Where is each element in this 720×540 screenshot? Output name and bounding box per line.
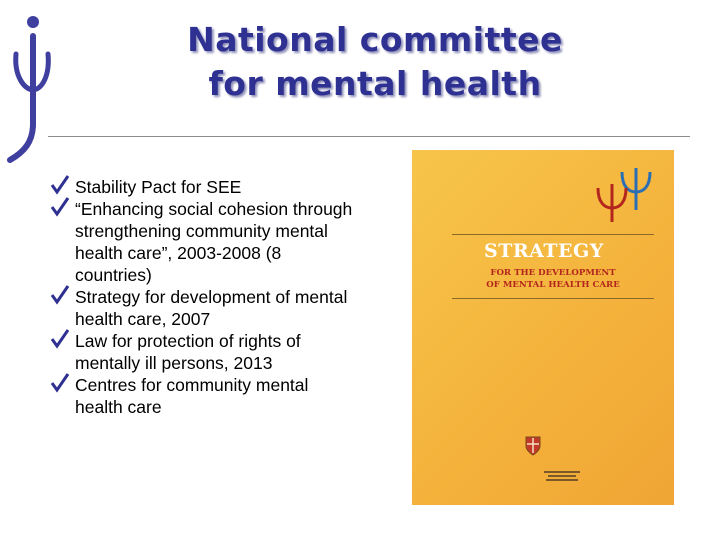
cover-title: STRATEGY <box>484 240 604 262</box>
bullet-item <box>48 374 358 418</box>
bullet-text: “Enhancing social cohesion through strengthening community mental health care”, 2003-2008 (8 countries) <box>75 199 353 285</box>
title-line-2: for mental health <box>208 64 542 103</box>
slide-title <box>80 18 670 106</box>
checkmark-icon <box>50 372 70 394</box>
bullet-item <box>48 198 358 286</box>
cover-rule-bottom <box>452 298 654 299</box>
cover-subtitle-line-2: OF MENTAL HEALTH CARE <box>486 280 620 290</box>
cover-subtitle <box>452 267 654 291</box>
bullet-text: Centres for community mental health care <box>75 375 309 417</box>
cover-rule-top <box>452 234 654 235</box>
cover-subtitle-line-1: FOR THE DEVELOPMENT <box>490 268 616 278</box>
checkmark-icon <box>50 328 70 350</box>
bullet-text: Stability Pact for SEE <box>75 177 242 197</box>
coat-of-arms-icon <box>524 434 542 456</box>
bullet-item <box>48 176 358 198</box>
bullet-text: Law for protection of rights of mentally ill persons, 2013 <box>75 331 301 373</box>
checkmark-icon <box>50 174 70 196</box>
strategy-book-cover <box>412 150 674 505</box>
checkmark-icon <box>50 284 70 306</box>
psi-logo-icon <box>6 14 58 164</box>
bullet-item <box>48 330 358 374</box>
bullet-text: Strategy for development of mental health care, 2007 <box>75 287 348 329</box>
ministry-imprint <box>542 470 582 482</box>
title-line-1: National committee <box>187 20 563 59</box>
psi-symbol-icon <box>594 164 654 224</box>
bullet-item <box>48 286 358 330</box>
title-divider <box>48 136 690 137</box>
checkmark-icon <box>50 196 70 218</box>
bullet-list <box>48 176 358 418</box>
